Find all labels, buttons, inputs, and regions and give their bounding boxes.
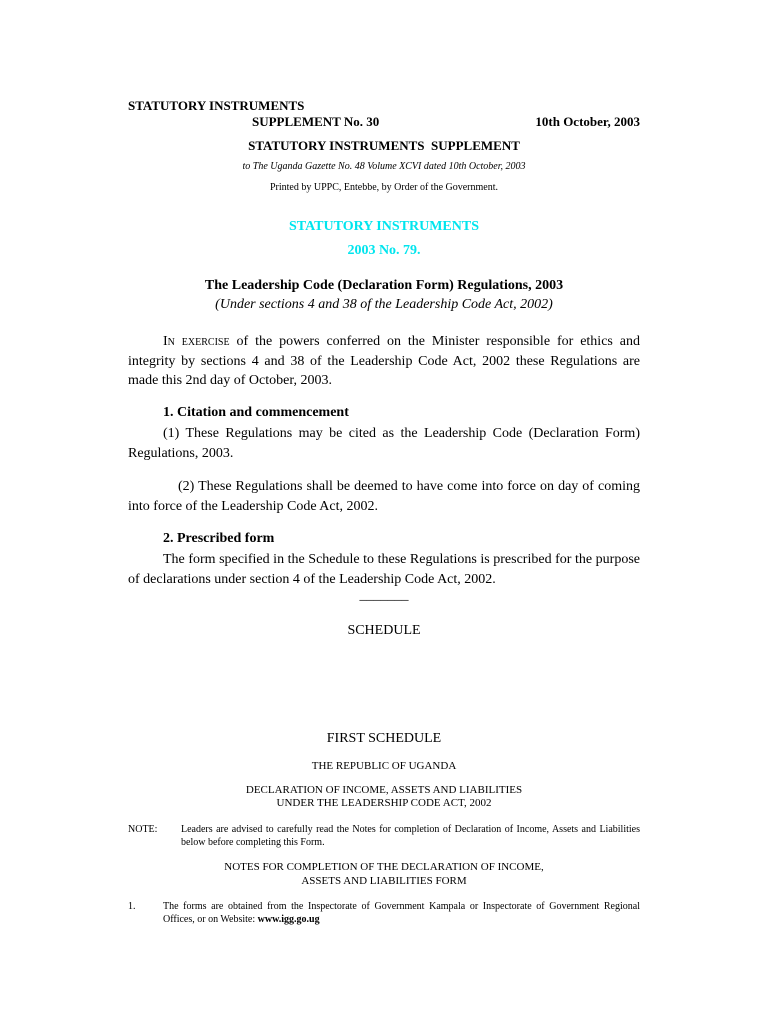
gazette-reference: to The Uganda Gazette No. 48 Volume XCVI dated 10th October, 2003	[242, 161, 526, 172]
series-label: STATUTORY INSTRUMENTS	[128, 98, 305, 113]
supplement-title: STATUTORY INSTRUMENTS SUPPLEMENT	[248, 138, 520, 153]
regulation-title: The Leadership Code (Declaration Form) Regulations, 2003	[204, 278, 564, 293]
preamble-lead: In exercise	[163, 334, 230, 349]
supplement-number: SUPPLEMENT No. 30	[252, 114, 380, 129]
gazette-date: 10th October, 2003	[535, 114, 640, 129]
instrument-number: 2003 No. 79.	[347, 243, 421, 258]
note-text: Leaders are advised to carefully read the Notes for completion of Declaration of Income, Assets and Liabilities below before completing this Form.	[181, 824, 640, 848]
item-1-number: 1.	[128, 901, 136, 912]
section-1-paragraph-2: (2) These Regulations shall be deemed to have come into force on day of coming into force of the Leadership Code Act, 2002.	[128, 479, 640, 514]
notes-heading-line-1: NOTES FOR COMPLETION OF THE DECLARATION OF INCOME,	[224, 861, 544, 873]
schedule-heading: SCHEDULE	[347, 623, 421, 638]
notes-heading-line-2: ASSETS AND LIABILITIES FORM	[301, 875, 467, 887]
regulation-subtitle: (Under sections 4 and 38 of the Leadership Code Act, 2002)	[215, 297, 553, 312]
section-2-heading: 2. Prescribed form	[163, 531, 275, 546]
note-label: NOTE:	[128, 824, 158, 835]
item-1-body: The forms are obtained from the Inspectorate of Government Kampala or Inspectorate of Government Regional Offices, or on Website:	[163, 901, 640, 925]
first-schedule-heading: FIRST SCHEDULE	[326, 731, 442, 746]
printer-line: Printed by UPPC, Entebbe, by Order of the Government.	[269, 182, 499, 193]
instrument-label: STATUTORY INSTRUMENTS	[289, 219, 479, 234]
section-1-paragraph-1: (1) These Regulations may be cited as the Leadership Code (Declaration Form) Regulations, 2003.	[128, 426, 640, 461]
section-1-heading: 1. Citation and commencement	[163, 405, 349, 420]
item-1-text	[163, 901, 640, 926]
declaration-heading-line-2: UNDER THE LEADERSHIP CODE ACT, 2002	[276, 797, 492, 809]
declaration-heading-line-1: DECLARATION OF INCOME, ASSETS AND LIABILITIES	[245, 784, 523, 796]
divider-line: _______	[359, 588, 409, 603]
website-link[interactable]: www.igg.go.ug	[257, 913, 320, 925]
preamble	[128, 332, 640, 391]
preamble-text: of the powers conferred on the Minister responsible for ethics and integrity by sections 4 and 38 of the Leadership Code Act, 2002 these Regulations are made this 2nd day of October, 2003.	[128, 334, 640, 388]
republic-heading: THE REPUBLIC OF UGANDA	[311, 760, 457, 772]
section-2-paragraph-1: The form specified in the Schedule to these Regulations is prescribed for the purpose of declarations under section 4 of the Leadership Code Act, 2002.	[128, 552, 640, 587]
